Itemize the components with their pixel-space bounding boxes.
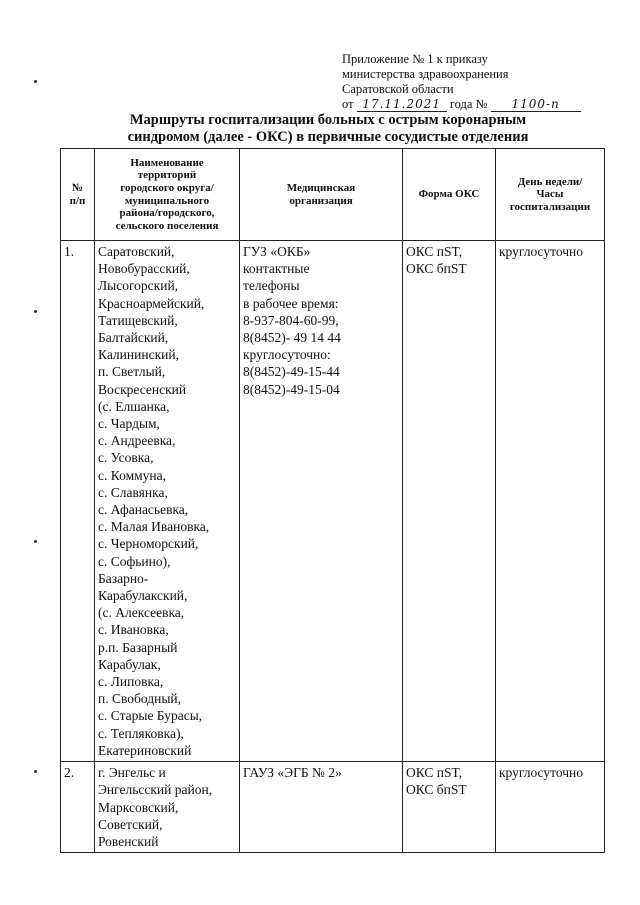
header-text-line: госпитализации — [509, 200, 591, 213]
title-line-1: Маршруты госпитализации больных с острым коронарным — [129, 112, 527, 128]
margin-mark-2 — [34, 310, 37, 313]
header-text-line: организация — [289, 194, 353, 207]
territory-line: с. Андреевка, — [98, 433, 176, 449]
header-date-line — [342, 97, 602, 112]
territory-line: с. Малая Ивановка, — [98, 519, 210, 535]
org-line: ГАУЗ «ЭГБ № 2» — [243, 765, 342, 781]
territory-line: Красноармейский, — [98, 295, 205, 311]
territory-line: Карабулакский, — [98, 588, 188, 604]
form-line: ОКС пST, — [406, 244, 463, 259]
territory-cell — [95, 241, 240, 762]
header-schedule — [496, 149, 605, 241]
header-text-line: п/п — [69, 194, 86, 207]
header-text-line: сельского поселения — [115, 219, 219, 232]
org-line: 8(8452)-49-15-04 — [243, 381, 340, 397]
territory-line: с. Ивановка, — [98, 622, 169, 638]
order-header — [342, 52, 602, 112]
territory-line: Марксовский, — [98, 799, 179, 815]
territory-line: Базарно- — [98, 570, 149, 586]
margin-mark-1 — [34, 80, 37, 83]
territory-line: г. Энгельс и — [98, 765, 166, 781]
title-line-2: синдромом (далее - ОКС) в первичные сосудистые отделения — [127, 129, 529, 145]
territory-line: Новобурасский, — [98, 261, 190, 277]
org-line: ГУЗ «ОКБ» — [243, 244, 311, 259]
territory-line: Балтайский, — [98, 330, 169, 346]
header-text-line: муниципального — [124, 194, 210, 207]
territory-line: Советский, — [98, 816, 163, 832]
territory-line: с. Афанасьевка, — [98, 502, 189, 518]
org-line: в рабочее время: — [243, 295, 339, 311]
territory-line: Карабулак, — [98, 656, 161, 672]
org-cell — [240, 762, 403, 853]
schedule-line: круглосуточно — [499, 244, 584, 259]
territory-line: Калининский, — [98, 347, 179, 363]
schedule-line: круглосуточно — [499, 765, 584, 781]
header-text-line: территорий — [137, 169, 197, 182]
table-header-row — [61, 149, 605, 241]
header-territory — [95, 149, 240, 241]
header-text-line: Часы — [536, 188, 564, 201]
territory-line: Ровенский — [98, 833, 159, 849]
header-text-line: городского округа/ — [120, 181, 214, 194]
header-line-1: Приложение № 1 к приказу — [342, 52, 488, 66]
schedule-cell — [496, 241, 605, 762]
org-line: контактные — [243, 261, 310, 277]
header-num — [61, 149, 95, 241]
header-line-3: Саратовской области — [342, 82, 454, 96]
header-text-line: № — [71, 181, 84, 194]
num-cell — [61, 241, 95, 762]
table-row — [61, 241, 605, 762]
year-label: года № — [449, 97, 488, 111]
header-text-line: Форма ОКС — [418, 188, 480, 201]
territory-line: (с. Елшанка, — [98, 398, 170, 414]
schedule-cell — [496, 762, 605, 853]
header-text-line: Медицинская — [286, 181, 356, 194]
margin-mark-4 — [34, 770, 37, 773]
header-org — [240, 149, 403, 241]
territory-line: с. Чардым, — [98, 416, 160, 432]
table-row — [61, 762, 605, 853]
territory-line: Екатериновский — [98, 742, 192, 758]
margin-mark-3 — [34, 540, 37, 543]
territory-line: с. Славянка, — [98, 484, 168, 500]
org-line: 8(8452)- 49 14 44 — [243, 330, 341, 346]
territory-line: с. Липовка, — [98, 674, 164, 690]
territory-line: с. Софьино), — [98, 553, 171, 569]
territory-line: с. Коммуна, — [98, 467, 166, 483]
territory-line: с. Усовка, — [98, 450, 154, 466]
org-cell — [240, 241, 403, 762]
order-number-field — [491, 98, 581, 112]
header-text-line: района/городского, — [119, 207, 215, 220]
territory-line: Саратовский, — [98, 244, 175, 259]
territory-line: п. Светлый, — [98, 364, 166, 380]
territory-line: Энгельсский район, — [98, 782, 213, 798]
territory-line: Татищевский, — [98, 312, 178, 328]
header-text-line: День недели/ — [517, 175, 583, 188]
order-number: 1100-п — [511, 97, 560, 111]
date-value: 17.11.2021 — [362, 97, 442, 111]
date-field — [357, 98, 447, 112]
header-line-2: министерства здравоохранения — [342, 67, 509, 81]
territory-line: с. Старые Бурасы, — [98, 708, 203, 724]
org-line: телефоны — [243, 278, 300, 294]
header-text-line: Наименование — [130, 156, 204, 169]
territory-line: с. Черноморский, — [98, 536, 199, 552]
territory-cell — [95, 762, 240, 853]
org-line: 8-937-804-60-99, — [243, 312, 339, 328]
header-form — [403, 149, 496, 241]
territory-line: (с. Алексеевка, — [98, 605, 185, 621]
form-line: ОКС пST, — [406, 765, 463, 781]
form-line: ОКС бпST — [406, 261, 467, 277]
territory-line: р.п. Базарный — [98, 639, 178, 655]
num-line: 1. — [64, 244, 75, 259]
form-cell — [403, 241, 496, 762]
num-line: 2. — [64, 765, 75, 781]
org-line: круглосуточно: — [243, 347, 331, 363]
num-cell — [61, 762, 95, 853]
org-line: 8(8452)-49-15-44 — [243, 364, 340, 380]
form-cell — [403, 762, 496, 853]
territory-line: Воскресенский — [98, 381, 187, 397]
territory-line: п. Свободный, — [98, 691, 182, 707]
form-line: ОКС бпST — [406, 782, 467, 798]
hospitalization-routes-table — [60, 148, 605, 853]
territory-line: Лысогорский, — [98, 278, 179, 294]
document-title — [60, 112, 596, 146]
territory-line: с. Тепляковка), — [98, 725, 184, 741]
date-prefix: от — [342, 97, 354, 111]
